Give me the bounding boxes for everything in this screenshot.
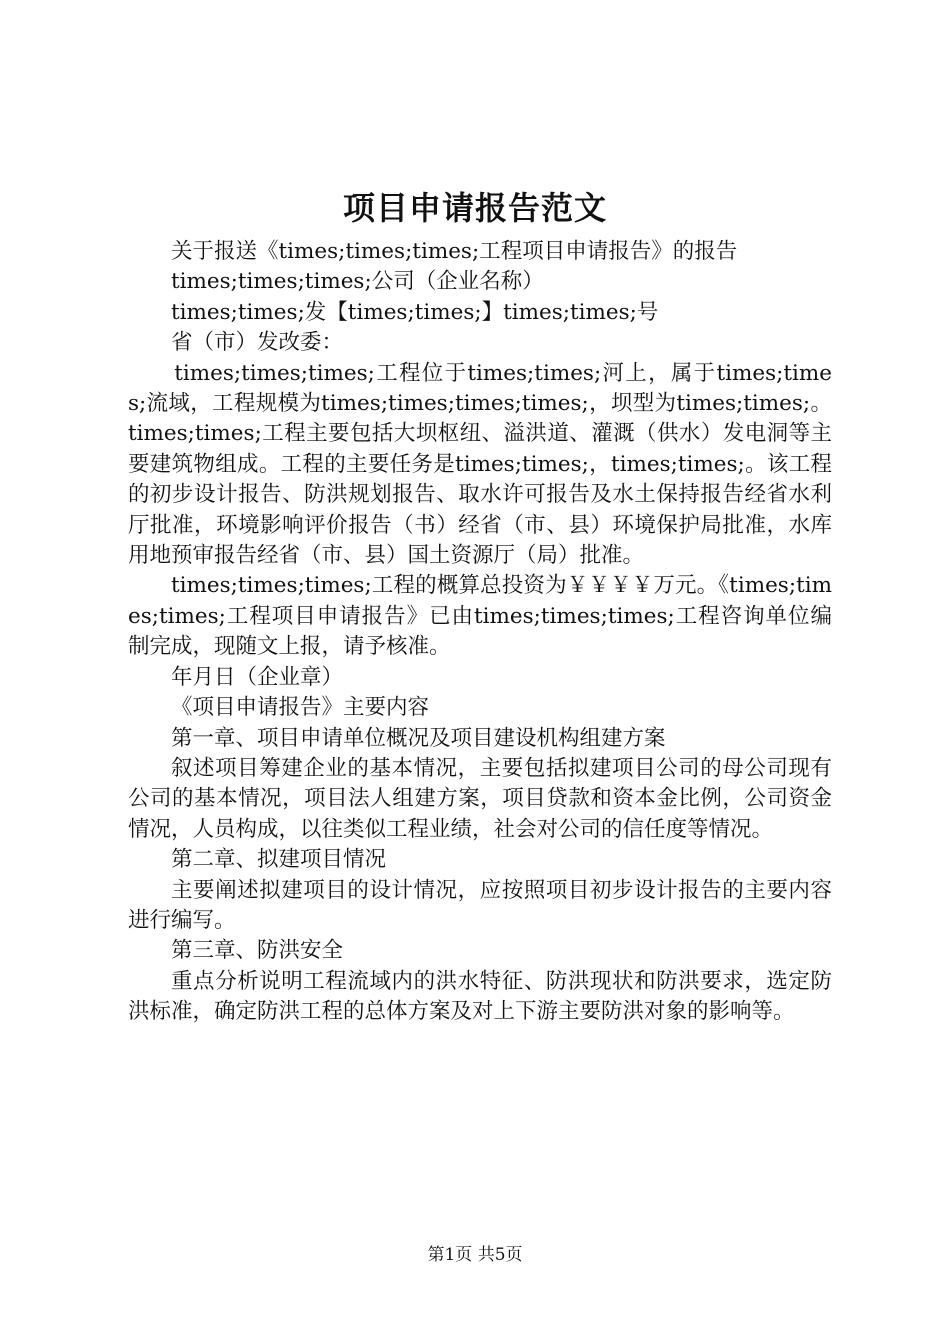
paragraph-chapter-3-body: 重点分析说明工程流域内的洪水特征、防洪现状和防洪要求，选定防洪标准，确定防洪工程的总体方案及对上下游主要防洪对象的影响等。 (128, 968, 832, 1025)
paragraph-investment: times;times;times;工程的概算总投资为￥￥￥￥万元。《times;times;times;工程项目申请报告》已由times;times;times;工程咨询单位编制完成，现随文上报，请予核准。 (128, 573, 832, 660)
paragraph-chapter-2-body: 主要阐述拟建项目的设计情况，应按照项目初步设计报告的主要内容进行编写。 (128, 877, 832, 933)
paragraph-contents-heading: 《项目申请报告》主要内容 (171, 695, 430, 721)
document-body (128, 237, 832, 1028)
paragraph-chapter-2-heading: 第二章、拟建项目情况 (171, 847, 387, 873)
paragraph-addressee: 省（市）发改委： (171, 330, 344, 356)
paragraph-document-number: times;times;发【times;times;】times;times;号 (171, 299, 659, 325)
paragraph-date-seal: 年月日（企业章） (171, 664, 344, 690)
paragraph-chapter-1-heading: 第一章、项目申请单位概况及项目建设机构组建方案 (171, 725, 666, 751)
page-footer: 第1页 共5页 (427, 1245, 523, 1265)
paragraph-company-name: times;times;times;公司（企业名称） (171, 269, 544, 295)
document-title: 项目申请报告范文 (342, 189, 607, 227)
paragraph-chapter-3-heading: 第三章、防洪安全 (171, 938, 344, 964)
paragraph-chapter-1-body: 叙述项目筹建企业的基本情况，主要包括拟建项目公司的母公司现有公司的基本情况，项目法人组建方案，项目贷款和资本金比例，公司资金情况，人员构成，以往类似工程业绩，社会对公司的信任度等情况。 (128, 755, 832, 842)
paragraph-project-overview: times;times;times;工程位于times;times;河上，属于times;times;流域，工程规模为times;times;times;times;，坝型为times;times;。times;times;工程主要包括大坝枢纽、溢洪道、灌溉（供水）发电洞等主要建筑物组成。工程的主要任务是times;times;，times;times;。该工程的初步设计报告、防洪规划报告、取水许可报告及水土保持报告经省水利厅批准，环境影响评价报告（书）经省（市、县）环境保护局批准，水库用地预审报告经省（市、县）国土资源厅（局）批准。 (128, 360, 832, 569)
paragraph-cover-letter-title: 关于报送《times;times;times;工程项目申请报告》的报告 (171, 239, 738, 264)
